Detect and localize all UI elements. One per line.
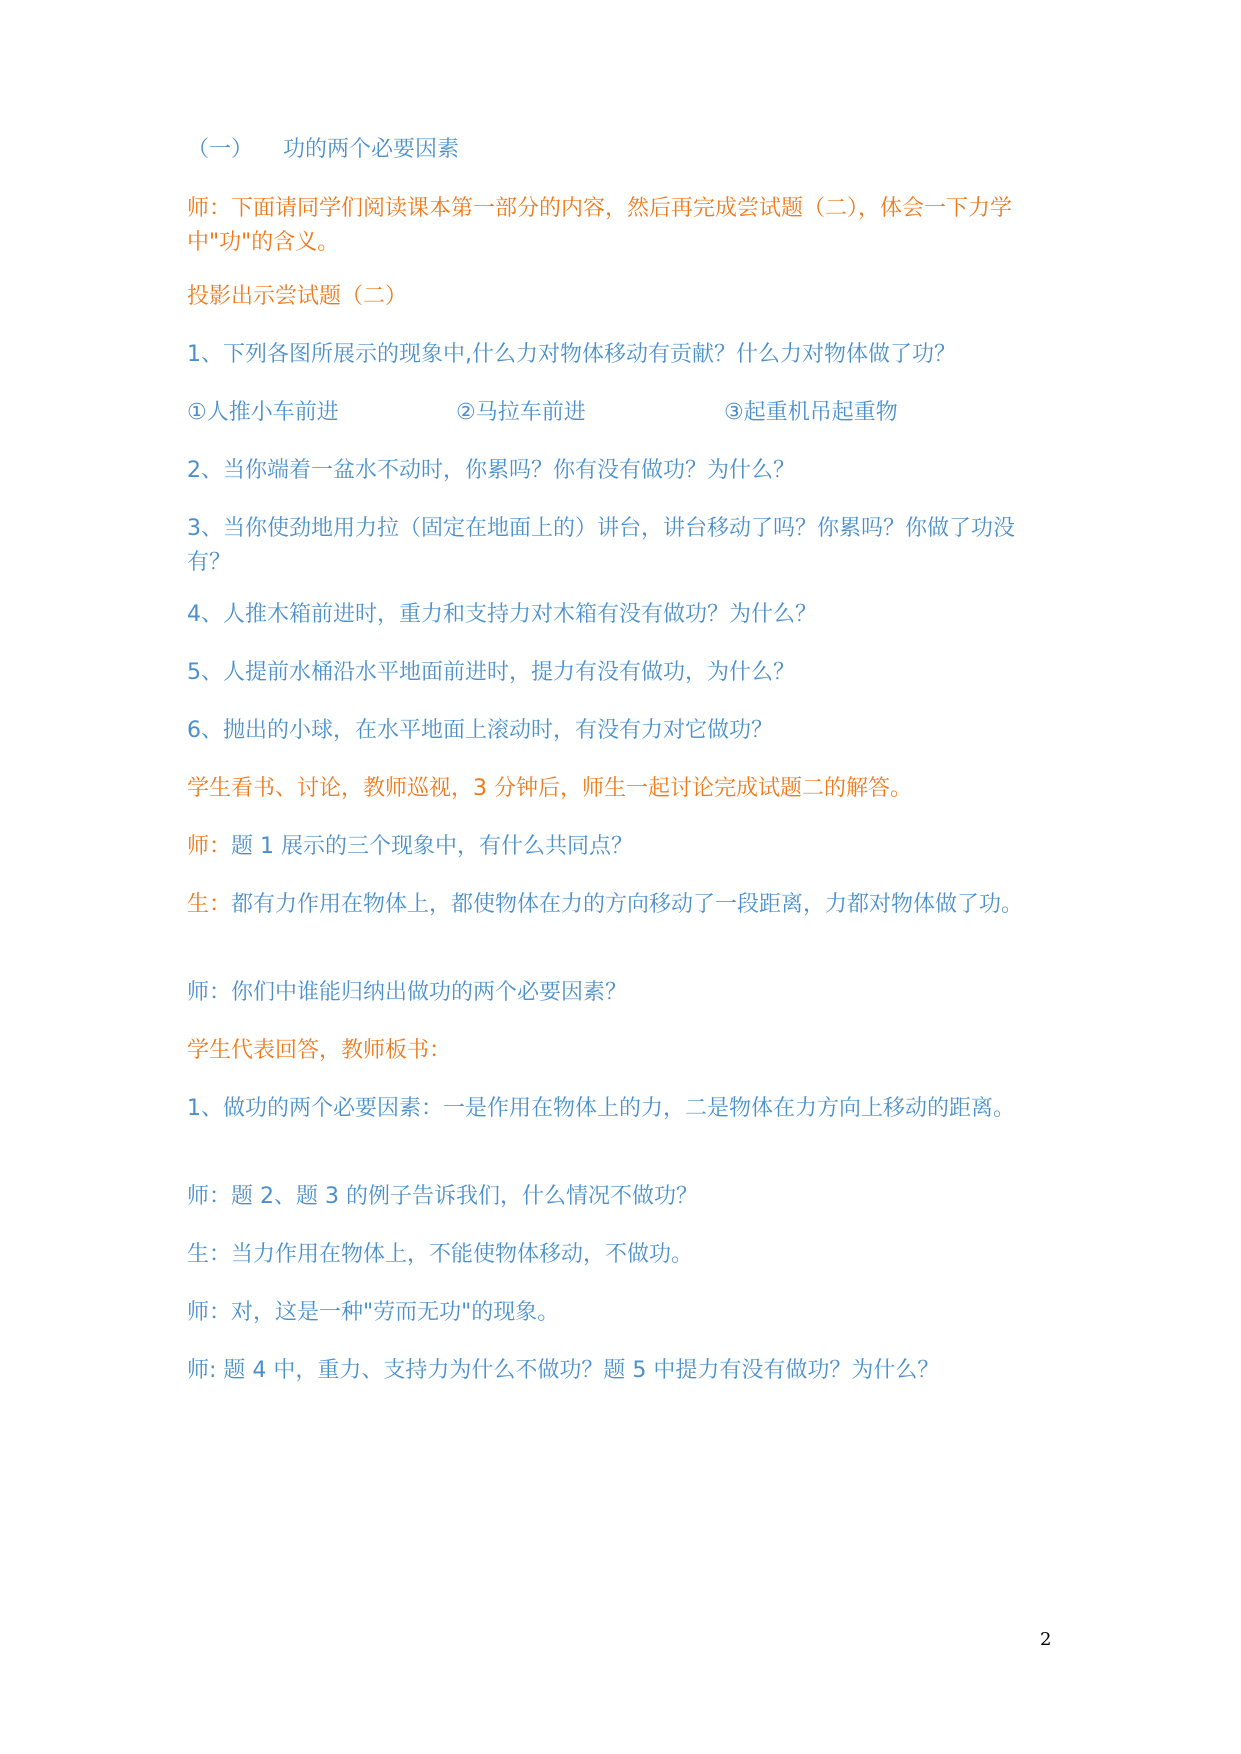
question-4: 4、人推木箱前进时，重力和支持力对木箱有没有做功？为什么？: [187, 602, 817, 627]
question-5: 5、人提前水桶沿水平地面前进时，提力有没有做功，为什么？: [187, 660, 795, 685]
teacher-question-1: [187, 830, 1057, 864]
class-activity: 学生看书、讨论，教师巡视，3 分钟后，师生一起讨论完成试题二的解答。: [187, 776, 912, 801]
teacher-question-3: 师：题 2、题 3 的例子告诉我们，什么情况不做功？: [187, 1184, 698, 1209]
dialogue-text: 都有力作用在物体上，都使物体在力的方向移动了一段距离，力都对物体做了功。: [231, 892, 1024, 917]
question-6: 6、抛出的小球，在水平地面上滚动时，有没有力对它做功？: [187, 718, 773, 743]
page-number: 2: [1040, 1629, 1052, 1650]
student-answer-2: 生：当力作用在物体上，不能使物体移动，不做功。: [187, 1242, 694, 1267]
option-1: ①人推小车前进: [187, 400, 339, 425]
question-1: 1、下列各图所展示的现象中,什么力对物体移动有贡献？什么力对物体做了功？: [187, 342, 956, 367]
option-2: ②马拉车前进: [456, 400, 586, 425]
board-point-1: 1、做功的两个必要因素：一是作用在物体上的力，二是物体在力方向上移动的距离。: [187, 1096, 1015, 1121]
teacher-question-4: 师: 题 4 中，重力、支持力为什么不做功？题 5 中提力有没有做功？为什么？: [187, 1358, 940, 1383]
question-3: 3、当你使劲地用力拉（固定在地面上的）讲台，讲台移动了吗？你累吗？你做了功没有？: [187, 516, 1015, 575]
projection-title: 投影出示尝试题（二）: [187, 284, 408, 309]
section-title: 功的两个必要因素: [283, 137, 460, 162]
section-number: （一）: [187, 137, 254, 162]
speaker-label: 生：: [187, 892, 232, 917]
option-3: ③起重机吊起重物: [724, 400, 898, 425]
teacher-remark: 师：对，这是一种"劳而无功"的现象。: [187, 1300, 560, 1325]
speaker-label: 师：: [187, 834, 232, 859]
question-1-options: [187, 396, 1057, 430]
teacher-question-2: 师：你们中谁能归纳出做功的两个必要因素？: [187, 980, 628, 1005]
student-answer-1: [187, 888, 1057, 922]
dialogue-text: 题 1 展示的三个现象中，有什么共同点？: [231, 834, 634, 859]
section-heading: [187, 133, 1057, 167]
question-2: 2、当你端着一盆水不动时，你累吗？你有没有做功？为什么？: [187, 458, 795, 483]
teacher-instruction: 师：下面请同学们阅读课本第一部分的内容，然后再完成尝试题（二），体会一下力学中"功"的含义。: [187, 196, 1013, 255]
board-writing-note: 学生代表回答，教师板书：: [187, 1038, 452, 1063]
